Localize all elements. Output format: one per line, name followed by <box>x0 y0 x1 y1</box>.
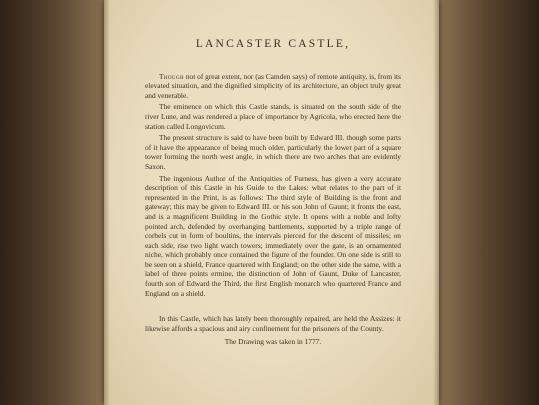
page-edge-left <box>104 0 110 405</box>
paragraph-4: The ingenious Author of the Antiquities of Furness, has given a very accurate description of this Castle in his Guide to the Lakes: what relates to the part of it represented in the Print, is as follows: The third style of Building is the front and gateway; this may be given to Edward III. or his son John of Gaunt; it fronts the east, and is a magnificent Building in the Gothic style. It opens with a noble and lofty pointed arch, defended by overhanging battlements, supported by a triple range of corbels cut in form of boultins, the intervals pierced for the descent of missiles; on each side, rise two light watch towers; immediately over the gate, is an ornamented niche, which probably once contained the figure of the founder. On one side is still to be seen on a shield, France quartered with England; on the other side the same, with a label of three points ermine, the distinction of John of Gaunt, Duke of Lancaster, fourth son of Edward the Third, the first English monarch who quartered France and England on a shield. <box>145 173 401 298</box>
closing-line: The Drawing was taken in 1777. <box>224 337 322 347</box>
background-right <box>439 0 539 405</box>
background-left <box>0 0 104 405</box>
page-edge-right <box>433 0 439 405</box>
paragraph-2: The eminence on which this Castle stands, is situated on the south side of the river Lune, and was rendered a place of importance by Agricola, who erected here the station called Longovicum. <box>145 102 401 131</box>
document-body <box>145 40 401 349</box>
paragraph-3: The present structure is said to have been built by Edward III. though some parts of it have the appearance of being much older, particularly the lower part of a square tower forming the north west angle, in which there are two arches that are evidently Saxon. <box>145 133 401 171</box>
paragraph-1 <box>145 72 401 101</box>
paragraph-gap <box>145 300 401 314</box>
paragraph-5: In this Castle, which has lately been thoroughly repaired, are held the Assizes: it likewise affords a spacious and airy confinement for the prisoners of the County. <box>145 314 401 333</box>
paragraph-1-lead-word: Though <box>159 71 184 81</box>
paragraph-1-text: not of great extent, nor (as Camden says) of remote antiquity, is, from its elevated situation, and the dignified simplicity of its architecture, an object truly great and venerable. <box>145 71 401 100</box>
document-title: LANCASTER CASTLE, <box>195 38 351 50</box>
